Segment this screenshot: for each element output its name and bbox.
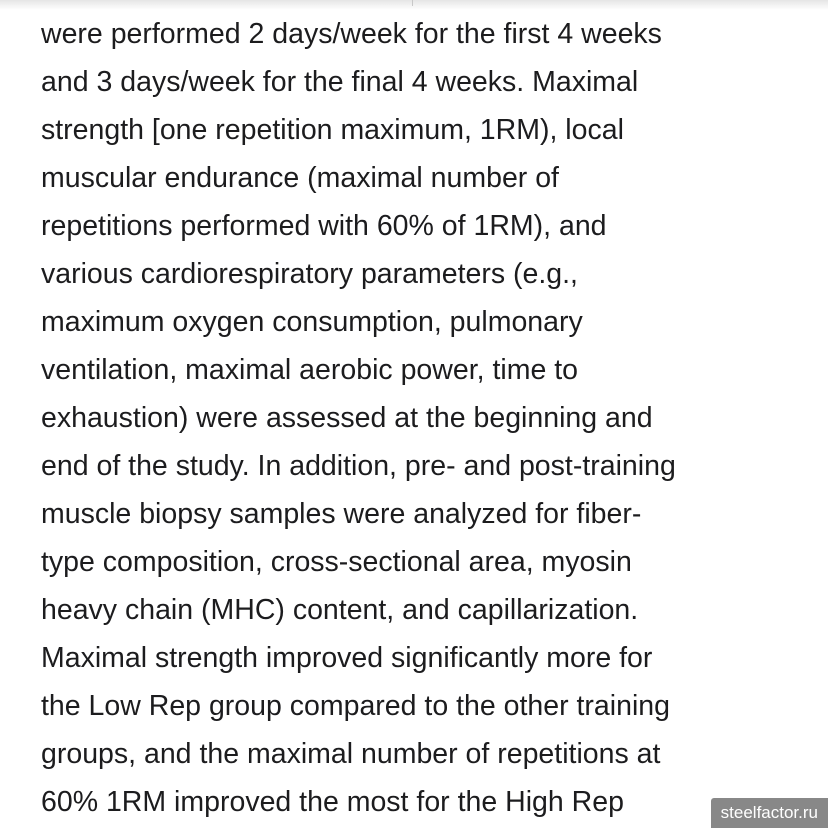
top-notch-marker <box>412 0 413 6</box>
text-line: type composition, cross-sectional area, myosin <box>41 546 632 578</box>
top-bar-shadow <box>0 0 828 10</box>
text-line: and 3 days/week for the final 4 weeks. Maximal <box>41 66 639 98</box>
text-line: end of the study. In addition, pre- and post-training <box>41 450 676 482</box>
text-line: exhaustion) were assessed at the beginning and <box>41 402 653 434</box>
text-line: the Low Rep group compared to the other training <box>41 690 670 722</box>
text-line: ventilation, maximal aerobic power, time to <box>41 354 578 386</box>
watermark-label: steelfactor.ru <box>711 798 828 828</box>
article-body <box>41 10 801 826</box>
text-line: Maximal strength improved significantly more for <box>41 642 653 674</box>
text-line: repetitions performed with 60% of 1RM), and <box>41 210 607 242</box>
text-line: muscle biopsy samples were analyzed for fiber- <box>41 498 642 530</box>
text-line: strength [one repetition maximum, 1RM), local <box>41 114 624 146</box>
text-line: various cardiorespiratory parameters (e.g., <box>41 258 578 290</box>
text-line: groups, and the maximal number of repetitions at <box>41 738 661 770</box>
text-line: maximum oxygen consumption, pulmonary <box>41 306 583 338</box>
text-line: were performed 2 days/week for the first 4 weeks <box>41 18 662 50</box>
text-line: muscular endurance (maximal number of <box>41 162 559 194</box>
text-line: 60% 1RM improved the most for the High Rep <box>41 786 624 818</box>
text-line: heavy chain (MHC) content, and capillarization. <box>41 594 639 626</box>
